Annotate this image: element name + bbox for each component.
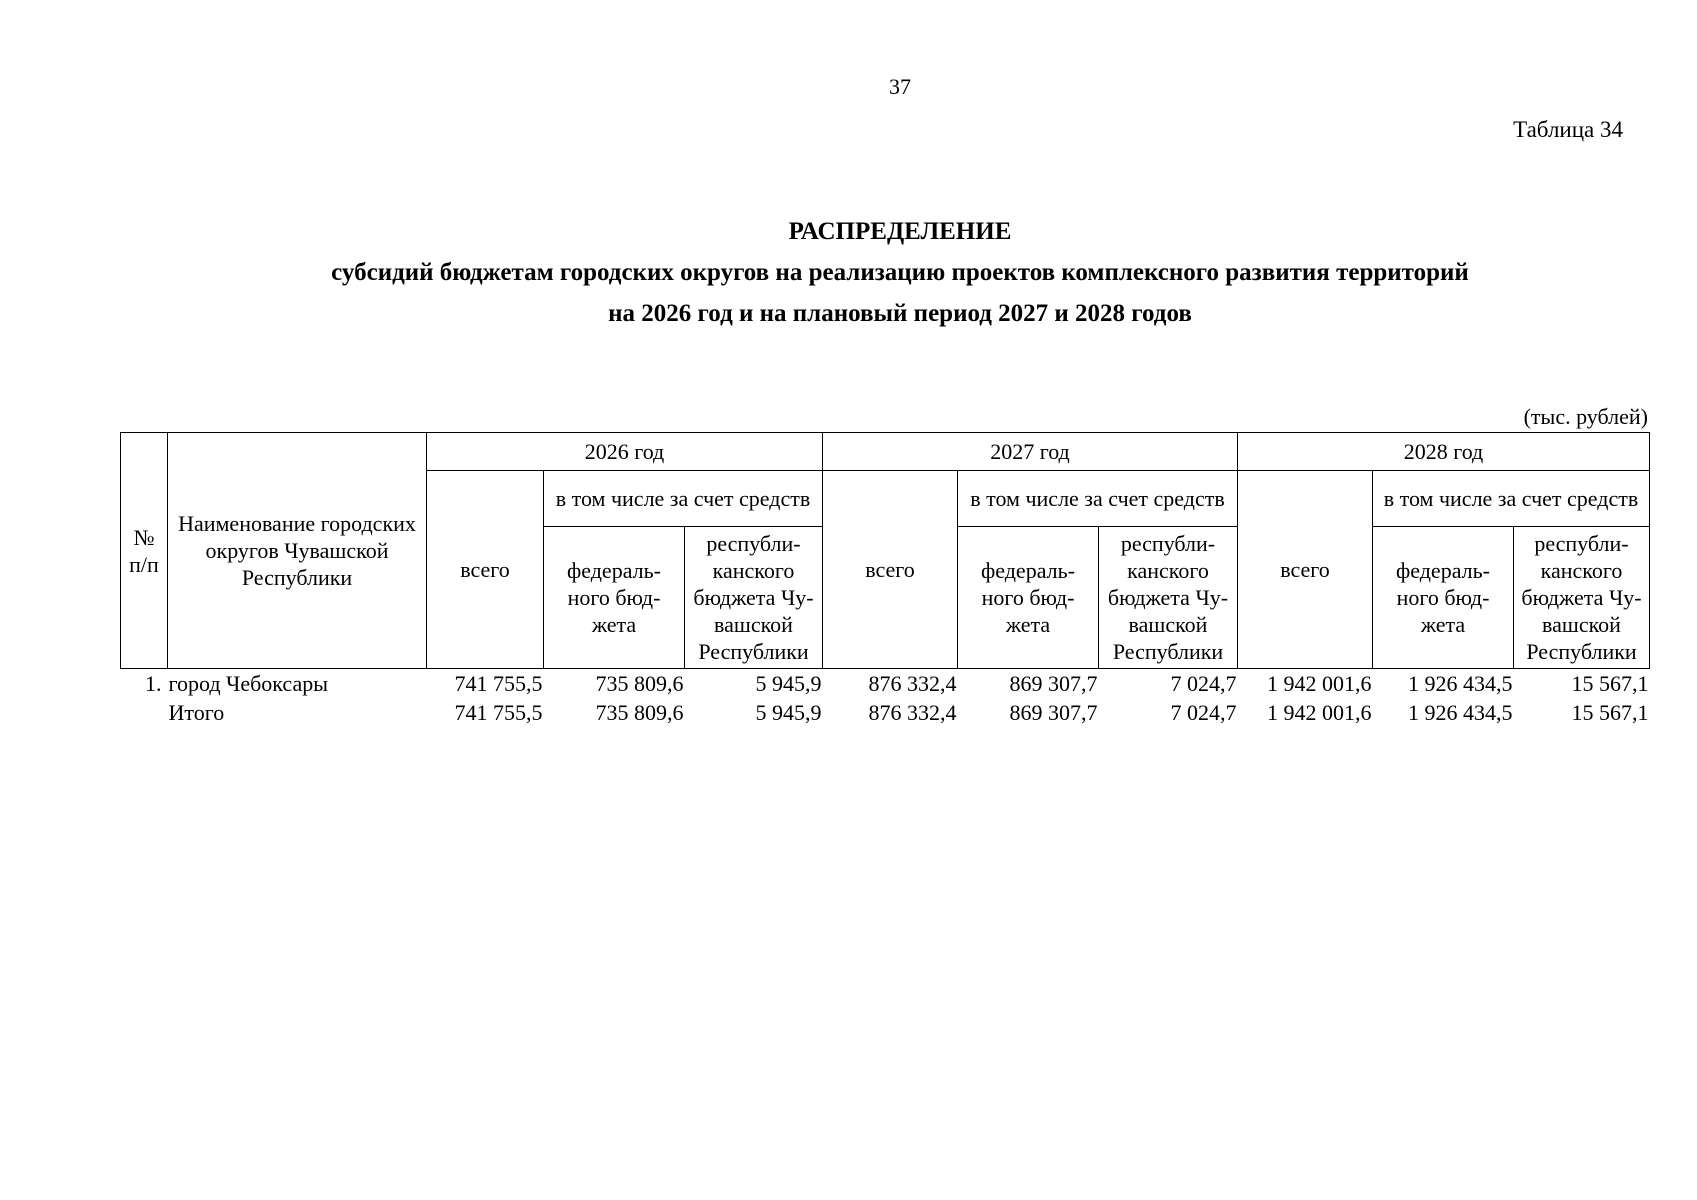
header-name: Наименование городских округов Чувашской Республики bbox=[168, 433, 427, 669]
value-total-2028: 1 942 001,6 bbox=[1267, 700, 1372, 725]
value-republic-2027: 7 024,7 bbox=[1170, 700, 1237, 725]
header-federal-2026: федераль- ного бюд- жета bbox=[544, 527, 685, 669]
value-total-2026: 741 755,5 bbox=[454, 671, 543, 696]
value-federal-2027: 869 307,7 bbox=[1009, 671, 1098, 696]
value-federal-2027: 869 307,7 bbox=[1009, 700, 1098, 725]
table-row-total bbox=[121, 698, 1650, 727]
header-year-2027: 2027 год bbox=[823, 433, 1238, 471]
row-index bbox=[121, 698, 168, 727]
header-total-2028: всего bbox=[1238, 471, 1373, 669]
row-name: город Чебоксары bbox=[168, 671, 329, 696]
header-number: № п/п bbox=[121, 433, 168, 669]
value-total-2027: 876 332,4 bbox=[868, 700, 957, 725]
header-republic-2026: республи- канского бюджета Чу- вашской Республики bbox=[685, 527, 823, 669]
value-total-2028: 1 942 001,6 bbox=[1267, 671, 1372, 696]
table-row bbox=[121, 669, 1650, 699]
distribution-table bbox=[120, 432, 1650, 727]
row-index: 1. bbox=[145, 671, 162, 696]
header-including-2027: в том числе за счет средств bbox=[958, 471, 1238, 527]
value-federal-2026: 735 809,6 bbox=[595, 700, 684, 725]
title-line-2: субсидий бюджетам городских округов на реализацию проектов комплексного развития территорий bbox=[331, 259, 1469, 286]
header-republic-2027: республи- канского бюджета Чу- вашской Республики bbox=[1099, 527, 1238, 669]
page-number: 37 bbox=[889, 74, 911, 99]
value-republic-2028: 15 567,1 bbox=[1571, 700, 1649, 725]
value-total-2026: 741 755,5 bbox=[454, 700, 543, 725]
header-federal-2028: федераль- ного бюд- жета bbox=[1373, 527, 1514, 669]
header-republic-2028: республи- канского бюджета Чу- вашской Республики bbox=[1514, 527, 1650, 669]
value-federal-2026: 735 809,6 bbox=[595, 671, 684, 696]
title-line-1: РАСПРЕДЕЛЕНИЕ bbox=[788, 218, 1012, 245]
header-year-2028: 2028 год bbox=[1238, 433, 1650, 471]
value-republic-2026: 5 945,9 bbox=[755, 671, 822, 696]
table-number: Таблица 34 bbox=[1513, 117, 1623, 142]
header-year-2026: 2026 год bbox=[427, 433, 823, 471]
document-title bbox=[0, 211, 1697, 334]
units-label: (тыс. рублей) bbox=[1523, 404, 1648, 429]
value-total-2027: 876 332,4 bbox=[868, 671, 957, 696]
header-total-2026: всего bbox=[427, 471, 544, 669]
header-including-2028: в том числе за счет средств bbox=[1373, 471, 1650, 527]
header-including-2026: в том числе за счет средств bbox=[544, 471, 823, 527]
header-total-2027: всего bbox=[823, 471, 958, 669]
value-republic-2027: 7 024,7 bbox=[1170, 671, 1237, 696]
value-federal-2028: 1 926 434,5 bbox=[1408, 700, 1513, 725]
row-name: Итого bbox=[168, 700, 225, 725]
value-republic-2026: 5 945,9 bbox=[755, 700, 822, 725]
value-federal-2028: 1 926 434,5 bbox=[1408, 671, 1513, 696]
header-federal-2027: федераль- ного бюд- жета bbox=[958, 527, 1099, 669]
value-republic-2028: 15 567,1 bbox=[1571, 671, 1649, 696]
title-line-3: на 2026 год и на плановый период 2027 и 2028 годов bbox=[608, 300, 1192, 327]
